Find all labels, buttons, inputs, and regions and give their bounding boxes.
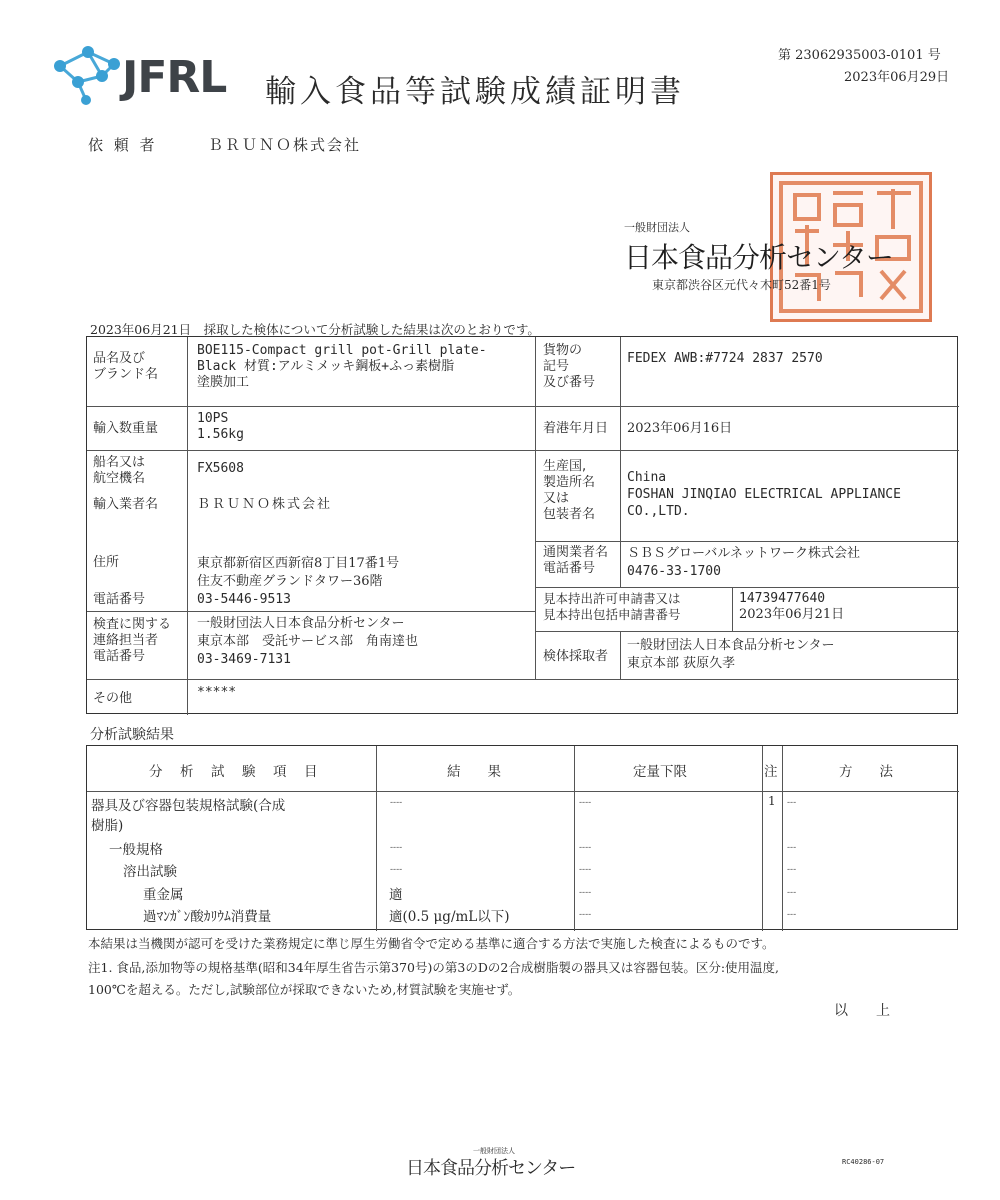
footer-org-name: 日本食品分析センター <box>406 1158 576 1179</box>
other-label: その他 <box>93 691 133 706</box>
network-molecule-icon <box>50 42 126 108</box>
issuer-name: 日本食品分析センター <box>624 241 893 274</box>
limit-cell: ---- <box>579 798 592 808</box>
product-value: BOE115-Compact grill pot-Grill plate- Black 材質:アルミメッキ鋼板+ふっ素樹脂 塗膜加工 <box>197 343 487 390</box>
limit-cell: ---- <box>579 888 592 898</box>
origin-value: China FOSHAN JINQIAO ELECTRICAL APPLIANCE CO.,LTD. <box>627 470 901 519</box>
origin-label: 生産国, 製造所名 又は 包装者名 <box>543 459 596 522</box>
results-heading: 分析試験結果 <box>90 727 174 743</box>
vessel-label: 船名又は 航空機名 <box>93 455 146 486</box>
requester-label: 依 頼 者 <box>88 136 158 154</box>
result-cell: ---- <box>390 798 403 808</box>
table-row: 器具及び容器包装規格試験(合成 <box>91 798 286 814</box>
quantity-value: 10PS 1.56kg <box>197 411 244 442</box>
address-label: 住所 <box>93 555 120 570</box>
result-cell: 適(0.5 μg/mL以下) <box>389 909 510 925</box>
details-table <box>86 336 958 714</box>
header-limit: 定量下限 <box>633 764 687 780</box>
table-row: 一般規格 <box>109 842 163 858</box>
importer-value: ＢＲＵＮＯ株式会社 <box>197 497 333 512</box>
header-result: 結 果 <box>447 764 501 780</box>
product-label: 品名及び ブランド名 <box>93 351 159 382</box>
phone-value: 03-5446-9513 <box>197 592 291 607</box>
results-table <box>86 745 958 930</box>
contact-value: 一般財団法人日本食品分析センター 東京本部 受託サービス部 角南達也 03-3469-7131 <box>197 616 419 667</box>
quantity-label: 輸入数重量 <box>93 421 159 436</box>
issuer-kind: 一般財団法人 <box>624 221 690 234</box>
document-title: 輸入食品等試験成績証明書 <box>265 74 685 110</box>
issuer-address: 東京都渋谷区元代々木町52番1号 <box>652 278 831 292</box>
method-cell: --- <box>787 798 797 808</box>
certificate-number: 第 23062935003-0101 号 <box>778 48 941 63</box>
form-code: RC40286-07 <box>842 1158 885 1166</box>
result-cell: 適 <box>389 887 403 903</box>
table-row: 樹脂) <box>91 818 124 834</box>
other-value: ***** <box>197 685 237 700</box>
customs-value: ＳＢＳグローバルネットワーク株式会社 0476-33-1700 <box>627 546 860 579</box>
intro-statement: 2023年06月21日 採取した検体について分析試験した結果は次のとおりです。 <box>90 322 540 337</box>
end-mark: 以上 <box>834 1003 918 1019</box>
method-cell: --- <box>787 843 797 853</box>
method-cell: --- <box>787 910 797 920</box>
permit-label: 見本持出許可申請書又は 見本持出包括申請書番号 <box>543 591 681 622</box>
sampler-value: 一般財団法人日本食品分析センター 東京本部 荻原久孝 <box>627 638 835 671</box>
vessel-value: FX5608 <box>197 461 244 476</box>
address-value: 東京都新宿区西新宿8丁目17番1号 住友不動産グランドタワー36階 <box>197 556 400 589</box>
note-basis: 本結果は当機関が認可を受けた業務規定に準じ厚生労働省令で定める基準に適合する方法で実施した検査によるものです。 <box>88 936 775 951</box>
limit-cell: ---- <box>579 910 592 920</box>
limit-cell: ---- <box>579 843 592 853</box>
header-method: 方 法 <box>839 764 893 780</box>
logo-text: JFRL <box>122 52 227 103</box>
cargo-value: FEDEX AWB:#7724 2837 2570 <box>627 351 823 366</box>
result-cell: ---- <box>390 865 403 875</box>
limit-cell: ---- <box>579 865 592 875</box>
note-cell: 1 <box>768 794 776 808</box>
customs-label: 通関業者名 電話番号 <box>543 545 609 576</box>
note-1-continued: 100℃を超える。ただし,試験部位が採取できないため,材質試験を実施せず。 <box>88 982 521 997</box>
result-cell: ---- <box>390 843 403 853</box>
importer-label: 輸入業者名 <box>93 497 159 512</box>
cargo-label: 貨物の 記号 及び番号 <box>543 343 596 390</box>
note-1: 注1. 食品,添加物等の規格基準(昭和34年厚生省告示第370号)の第3のDの2合成樹脂製の器具又は容器包装。区分:使用温度, <box>88 960 780 975</box>
contact-label: 検査に関する 連絡担当者 電話番号 <box>93 617 172 664</box>
table-row: 溶出試験 <box>123 864 177 880</box>
table-row: 重金属 <box>143 887 184 903</box>
sampler-label: 検体採取者 <box>543 649 609 664</box>
table-row: 過ﾏﾝｶﾞﾝ酸ｶﾘｳﾑ消費量 <box>143 909 272 925</box>
method-cell: --- <box>787 888 797 898</box>
arrival-label: 着港年月日 <box>543 421 609 436</box>
permit-value: 14739477640 2023年06月21日 <box>739 591 845 622</box>
header-item: 分 析 試 験 項 目 <box>149 764 320 780</box>
certificate-date: 2023年06月29日 <box>844 70 950 85</box>
phone-label: 電話番号 <box>93 592 146 607</box>
arrival-value: 2023年06月16日 <box>627 421 733 436</box>
requester-name: ＢＲＵＮＯ株式会社 <box>208 136 362 154</box>
footer-kind: 一般財団法人 <box>473 1147 515 1155</box>
method-cell: --- <box>787 865 797 875</box>
header-note: 注 <box>764 764 778 780</box>
